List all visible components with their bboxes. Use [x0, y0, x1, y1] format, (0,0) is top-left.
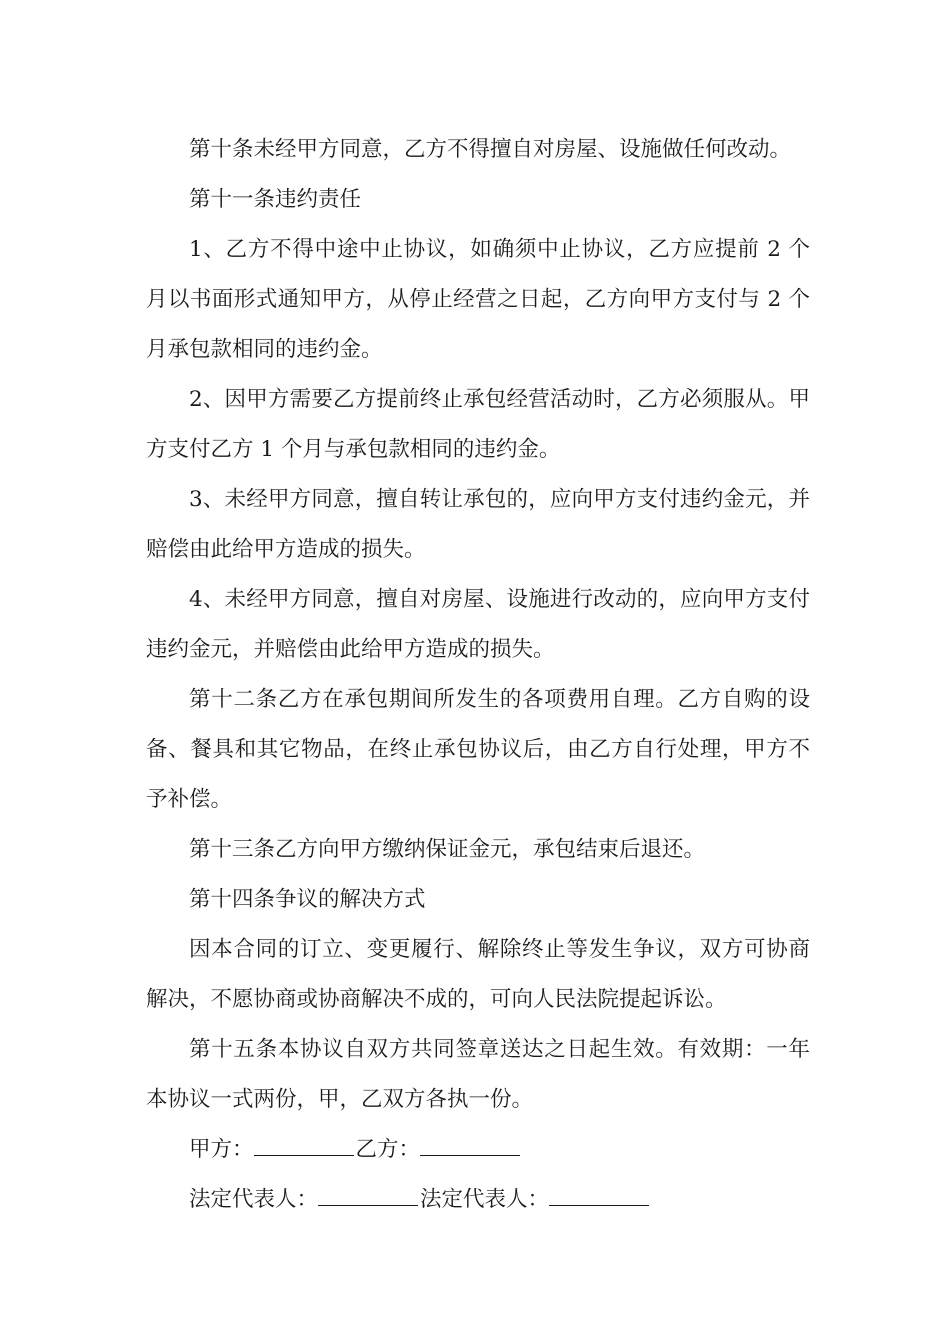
rep-a-label: 法定代表人： [189, 1187, 319, 1212]
party-a-label: 甲方： [189, 1137, 254, 1162]
clause-11-item-4: 4、未经甲方同意，擅自对房屋、设施进行改动的，应向甲方支付违约金元，并赔偿由此给甲方造成的损失。 [146, 587, 810, 662]
clause-11-item-3: 3、未经甲方同意，擅自转让承包的，应向甲方支付违约金元，并赔偿由此给甲方造成的损失。 [146, 487, 810, 562]
document-body [146, 125, 810, 1225]
rep-b-label: 法定代表人： [420, 1187, 550, 1212]
clause-14-body: 因本合同的订立、变更履行、解除终止等发生争议，双方可协商解决，不愿协商或协商解决不成的，可向人民法院提起诉讼。 [146, 937, 810, 1012]
clause-14-heading: 第十四条争议的解决方式 [189, 887, 426, 912]
clause-11-heading: 第十一条违约责任 [189, 187, 362, 212]
rep-a-blank [318, 1185, 418, 1206]
clause-13: 第十三条乙方向甲方缴纳保证金元，承包结束后退还。 [189, 837, 706, 862]
rep-b-blank [549, 1185, 649, 1206]
clause-10: 第十条未经甲方同意，乙方不得擅自对房屋、设施做任何改动。 [189, 137, 792, 162]
party-signature-row [146, 1125, 810, 1175]
clause-12: 第十二条乙方在承包期间所发生的各项费用自理。乙方自购的设备、餐具和其它物品，在终止承包协议后，由乙方自行处理，甲方不予补偿。 [146, 687, 810, 812]
clause-15: 第十五条本协议自双方共同签章送达之日起生效。有效期：一年本协议一式两份，甲，乙双方各执一份。 [146, 1037, 810, 1112]
party-b-label: 乙方： [355, 1137, 421, 1162]
party-b-blank [420, 1135, 520, 1156]
representative-signature-row [146, 1175, 810, 1225]
party-a-blank [254, 1135, 354, 1156]
clause-11-item-2: 2、因甲方需要乙方提前终止承包经营活动时，乙方必须服从。甲方支付乙方 1 个月与承包款相同的违约金。 [146, 387, 810, 462]
clause-11-item-1: 1、乙方不得中途中止协议，如确须中止协议，乙方应提前 2 个月以书面形式通知甲方，从停止经营之日起，乙方向甲方支付与 2 个月承包款相同的违约金。 [146, 237, 810, 362]
